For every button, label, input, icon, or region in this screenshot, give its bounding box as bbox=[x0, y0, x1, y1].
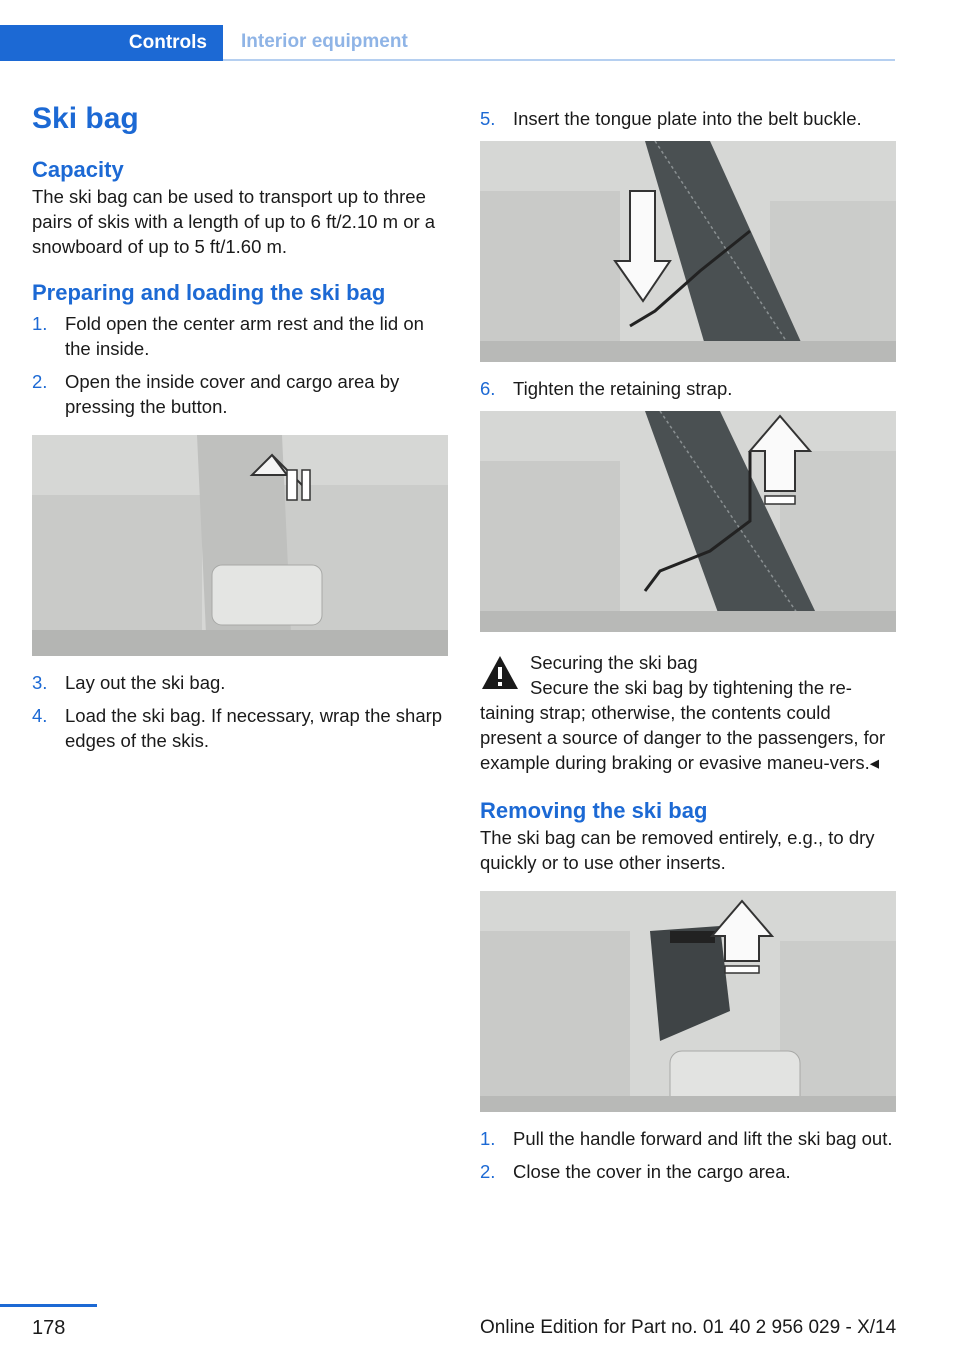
photo-tongue-plate bbox=[480, 141, 896, 362]
list-item: 3. Lay out the ski bag. bbox=[32, 672, 226, 693]
list-item: 1. Fold open the center arm rest and the lid on the inside. bbox=[32, 313, 424, 359]
remove-steps-list bbox=[480, 1126, 896, 1184]
warning-text-first: Secure the ski bag by tightening the re- bbox=[530, 677, 852, 698]
remove-text: The ski bag can be removed entirely, e.g., to dry quickly or to use other inserts. bbox=[480, 827, 875, 873]
warning-triangle-icon bbox=[480, 654, 520, 692]
list-item: 1. Pull the handle forward and lift the ski bag out. bbox=[480, 1128, 893, 1149]
right-column bbox=[480, 100, 896, 1192]
photo-tighten-strap bbox=[480, 411, 896, 632]
photo-open-cover bbox=[32, 435, 448, 656]
remove-heading: Removing the ski bag bbox=[480, 798, 708, 823]
section-tab-interior-equipment[interactable]: Interior equipment bbox=[223, 25, 895, 61]
edition-text: Online Edition for Part no. 01 40 2 956 029 - X/14 bbox=[480, 1317, 897, 1338]
warning-title: Securing the ski bag bbox=[530, 652, 698, 673]
step6-list bbox=[480, 376, 896, 401]
capacity-heading: Capacity bbox=[32, 157, 124, 182]
list-item: 2. Close the cover in the cargo area. bbox=[480, 1161, 791, 1182]
list-item: 6. Tighten the retaining strap. bbox=[480, 378, 733, 399]
warning-box bbox=[480, 650, 896, 775]
footer-accent-line bbox=[0, 1304, 97, 1307]
page-title: Ski bag bbox=[32, 102, 139, 135]
section-tab-controls[interactable]: Controls bbox=[0, 25, 223, 61]
photo-remove-bag bbox=[480, 891, 896, 1112]
capacity-text: The ski bag can be used to transport up to three pairs of skis with a length of up to 6 ft/2.10 m or a snowboard of up to 5 ft/1.60 m. bbox=[32, 186, 436, 257]
warning-text-rest: taining strap; otherwise, the contents could present a source of danger to the passengers, for example during braking or evasive maneu-vers.◂ bbox=[480, 702, 886, 773]
prep-steps-list bbox=[32, 311, 448, 419]
load-steps-list bbox=[32, 670, 448, 753]
list-item: 5. Insert the tongue plate into the belt buckle. bbox=[480, 108, 862, 129]
prep-heading: Preparing and loading the ski bag bbox=[32, 280, 386, 305]
page-header bbox=[0, 25, 895, 61]
list-item: 2. Open the inside cover and cargo area by pressing the button. bbox=[32, 371, 400, 417]
page-number: 178 bbox=[32, 1317, 66, 1339]
step5-list bbox=[480, 106, 896, 131]
left-column bbox=[32, 100, 448, 761]
list-item: 4. Load the ski bag. If necessary, wrap the sharp edges of the skis. bbox=[32, 705, 443, 751]
